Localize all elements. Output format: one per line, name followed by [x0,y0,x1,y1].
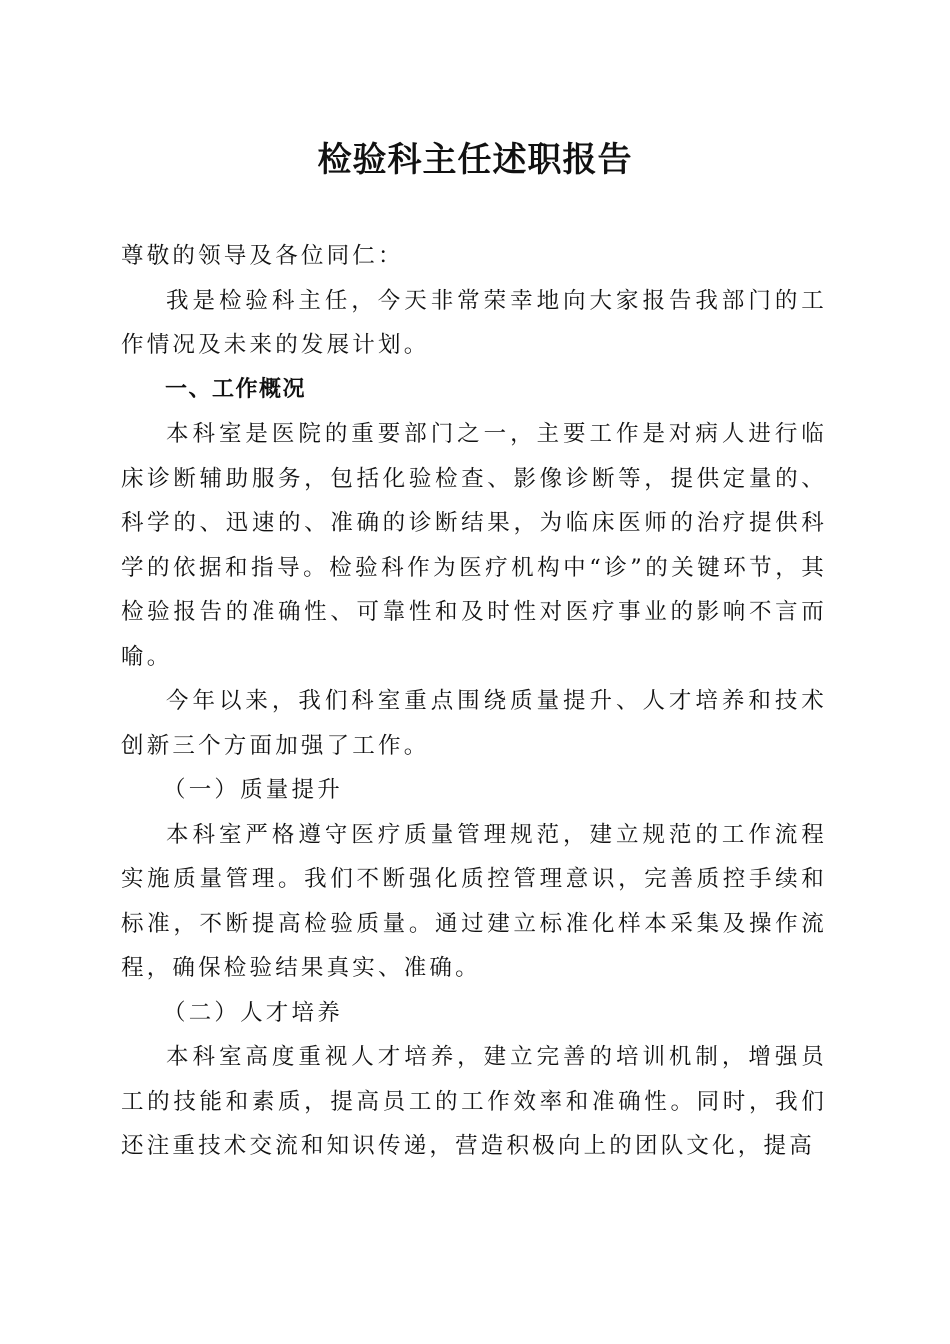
overview-paragraph-2: 今年以来，我们科室重点围绕质量提升、人才培养和技术创新三个方面加强了工作。 [121,688,827,759]
talent-paragraph: 本科室高度重视人才培养，建立完善的培训机制，增强员工的技能和素质，提高员工的工作效率和准确性。同时，我们还注重技术交流和知识传递，营造积极向上的团队文化，提高 [121,1044,827,1159]
subsection-heading-talent: （二）人才培养 [163,999,343,1026]
document-title: 检验科主任述职报告 [317,140,633,180]
quality-paragraph: 本科室严格遵守医疗质量管理规范，建立规范的工作流程实施质量管理。我们不断强化质控管理意识，完善质控手续和标准，不断提高检验质量。通过建立标准化样本采集及操作流程，确保检验结果真实、准确。 [121,821,827,981]
salutation: 尊敬的领导及各位同仁： [121,243,404,269]
document-body [121,234,827,1169]
overview-paragraph-1: 本科室是医院的重要部门之一，主要工作是对病人进行临床诊断辅助服务，包括化验检查、影像诊断等，提供定量的、科学的、迅速的、准确的诊断结果，为临床医师的治疗提供科学的依据和指导。检验科作为医疗机构中“诊”的关键环节，其检验报告的准确性、可靠性和及时性对医疗事业的影响不言而喻。 [121,421,827,670]
intro-paragraph: 我是检验科主任，今天非常荣幸地向大家报告我部门的工作情况及未来的发展计划。 [121,287,827,358]
subsection-heading-quality: （一）质量提升 [163,777,343,803]
section-heading-overview: 一、工作概况 [165,376,307,402]
